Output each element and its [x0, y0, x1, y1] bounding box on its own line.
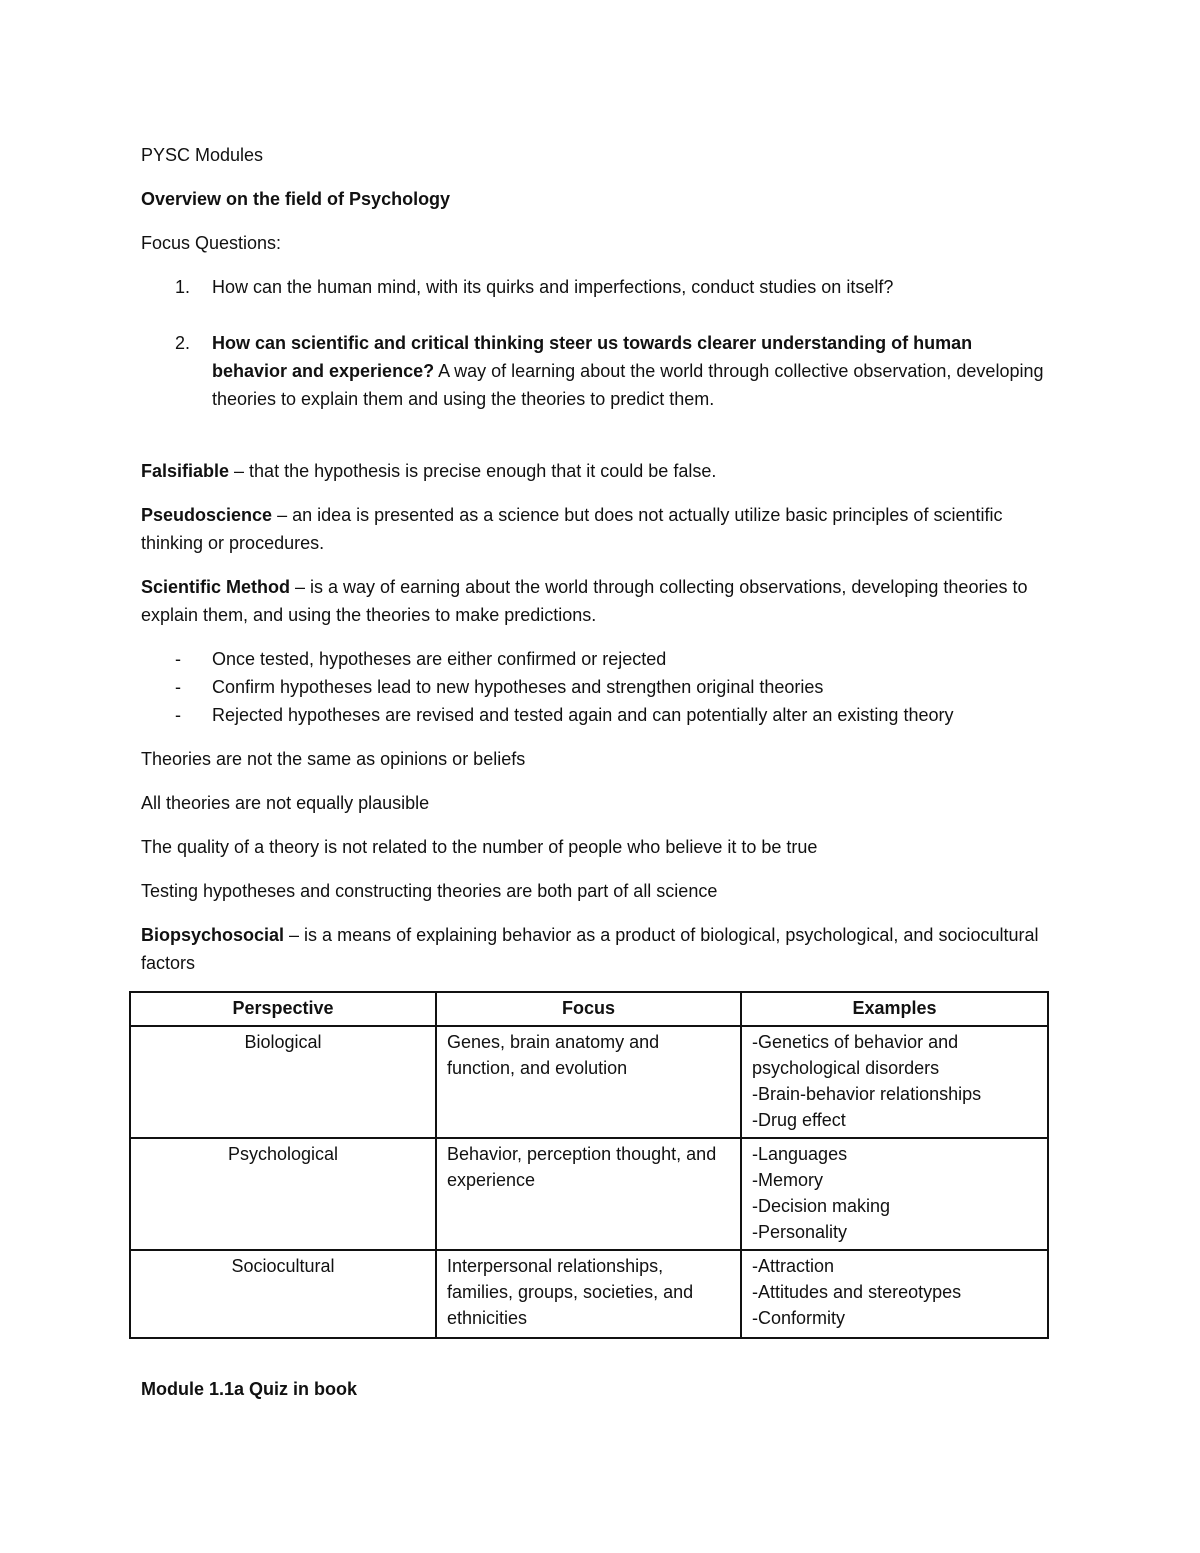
column-header-focus: Focus: [436, 992, 741, 1026]
cell-examples: [741, 1138, 1048, 1250]
dash-bullet-icon: -: [175, 677, 181, 697]
definition-biopsychosocial: [141, 921, 1051, 977]
example-item: -Drug effect: [752, 1110, 846, 1130]
cell-perspective: Sociocultural: [130, 1250, 436, 1338]
definition-term: Falsifiable: [141, 461, 230, 481]
definition-text: – is a means of explaining behavior as a product of biological, psychological, and sociocultural factors: [141, 925, 1039, 973]
example-item: -Decision making: [752, 1196, 891, 1216]
example-item: -Attraction: [752, 1256, 835, 1276]
focus-question-1: [141, 273, 1051, 301]
bullet-text: Once tested, hypotheses are either confirmed or rejected: [212, 649, 667, 669]
table-header-row: [130, 992, 1048, 1026]
statement: All theories are not equally plausible: [141, 793, 430, 813]
focus-questions-label: Focus Questions:: [141, 233, 282, 253]
dash-bullet-icon: -: [175, 705, 181, 725]
definition-falsifiable: [141, 457, 1051, 485]
focus-question-2: [141, 329, 1051, 413]
bullet-text: Rejected hypotheses are revised and tested again and can potentially alter an existing theory: [212, 705, 954, 725]
question-answer-text: A way of learning about the world through collective observation, developing theories to explain them and using the theories to predict them.: [212, 361, 1044, 409]
definition-text: – is a way of earning about the world through collecting observations, developing theories to explain them, and using the theories to make predictions.: [141, 577, 1028, 625]
example-item: -Conformity: [752, 1308, 846, 1328]
bullet-item: [141, 645, 1051, 673]
example-item: -Brain-behavior relationships: [752, 1084, 982, 1104]
definition-term: Pseudoscience: [141, 505, 273, 525]
example-item: -Languages: [752, 1144, 848, 1164]
cell-perspective: Psychological: [130, 1138, 436, 1250]
cell-perspective: Biological: [130, 1026, 436, 1138]
cell-focus: Interpersonal relationships, families, groups, societies, and ethnicities: [436, 1250, 741, 1338]
column-header-examples: Examples: [741, 992, 1048, 1026]
definition-scientific-method: [141, 573, 1051, 629]
table-row: [130, 1250, 1048, 1338]
example-item: -Personality: [752, 1222, 848, 1242]
statement: Theories are not the same as opinions or beliefs: [141, 749, 526, 769]
bullet-item: [141, 701, 1051, 729]
column-header-perspective: Perspective: [130, 992, 436, 1026]
scientific-method-bullets: [141, 645, 1051, 729]
example-item: -Attitudes and stereotypes: [752, 1282, 962, 1302]
section-heading: Overview on the field of Psychology: [141, 189, 451, 209]
definition-text: – that the hypothesis is precise enough that it could be false.: [229, 461, 717, 481]
document-title: PYSC Modules: [141, 145, 264, 165]
example-item: -Memory: [752, 1170, 823, 1190]
definition-text: – an idea is presented as a science but does not actually utilize basic principles of scientific thinking or procedures.: [141, 505, 1003, 553]
definition-pseudoscience: [141, 501, 1051, 557]
question-text: How can the human mind, with its quirks and imperfections, conduct studies on itself?: [212, 277, 894, 297]
cell-examples: [741, 1026, 1048, 1138]
table-row: [130, 1026, 1048, 1138]
quiz-heading: Module 1.1a Quiz in book: [141, 1379, 358, 1399]
definition-term: Scientific Method: [141, 577, 291, 597]
bullet-item: [141, 673, 1051, 701]
statement: The quality of a theory is not related to the number of people who believe it to be true: [141, 837, 818, 857]
question-number: 1.: [175, 277, 191, 297]
table-row: [130, 1138, 1048, 1250]
question-number: 2.: [175, 333, 191, 353]
question-bold-text: How can scientific and critical thinking steer us towards clearer understanding of human behavior and experience?: [212, 333, 973, 381]
document-page: [141, 141, 1051, 1403]
cell-examples: [741, 1250, 1048, 1338]
perspectives-table: [129, 991, 1049, 1339]
example-item: -Genetics of behavior and psychological disorders: [752, 1032, 959, 1078]
definition-term: Biopsychosocial: [141, 925, 285, 945]
bullet-text: Confirm hypotheses lead to new hypotheses and strengthen original theories: [212, 677, 824, 697]
cell-focus: Genes, brain anatomy and function, and evolution: [436, 1026, 741, 1138]
focus-questions-list: [141, 273, 1051, 413]
dash-bullet-icon: -: [175, 649, 181, 669]
statement: Testing hypotheses and constructing theories are both part of all science: [141, 881, 718, 901]
cell-focus: Behavior, perception thought, and experience: [436, 1138, 741, 1250]
